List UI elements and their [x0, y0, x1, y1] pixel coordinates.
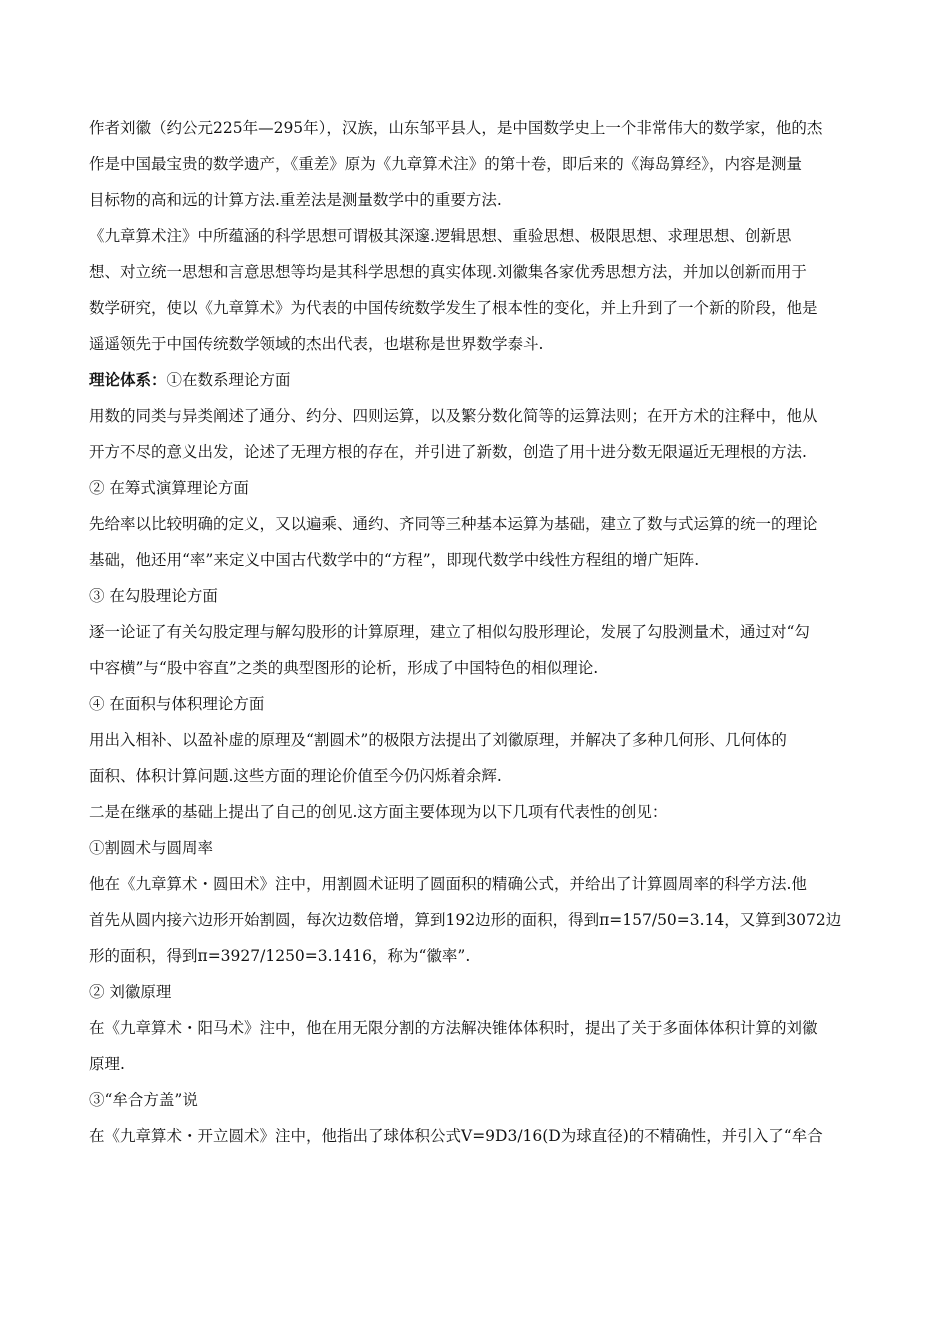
- paragraph-line: 首先从圆内接六边形开始割圆，每次边数倍增，算到192边形的面积，得到π=157/50=3.14，又算到3072边: [89, 911, 842, 929]
- paragraph-line: 在《九章算术・开立圆术》注中，他指出了球体积公式V=9D3/16(D为球直径)的不精确性，并引入了“牟合: [89, 1127, 823, 1145]
- paragraph-line: 作者刘徽（约公元225年—295年），汉族，山东邹平县人，是中国数学史上一个非常伟大的数学家，他的杰: [89, 119, 823, 137]
- subheading-line: ② 在筹式演算理论方面: [89, 479, 249, 497]
- paragraph-line: 在《九章算术・阳马术》注中，他在用无限分割的方法解决锥体体积时，提出了关于多面体体积计算的刘徽: [89, 1019, 818, 1037]
- paragraph-line: 中容横”与“股中容直”之类的典型图形的论析，形成了中国特色的相似理论.: [89, 659, 599, 677]
- subheading-line: ①割圆术与圆周率: [89, 839, 214, 857]
- document-body: [89, 110, 861, 1154]
- paragraph-line: 用出入相补、以盈补虚的原理及“割圆术”的极限方法提出了刘徽原理，并解决了多种几何形、几何体的: [89, 731, 787, 749]
- paragraph-line: 遥遥领先于中国传统数学领域的杰出代表，也堪称是世界数学泰斗.: [89, 335, 544, 353]
- heading-label: 理论体系：: [89, 370, 167, 389]
- paragraph-line: 想、对立统一思想和言意思想等均是其科学思想的真实体现.刘徽集各家优秀思想方法，并加以创新而用于: [89, 263, 807, 281]
- paragraph-line: 先给率以比较明确的定义，又以遍乘、通约、齐同等三种基本运算为基础，建立了数与式运算的统一的理论: [89, 515, 818, 533]
- paragraph-line: 二是在继承的基础上提出了自己的创见.这方面主要体现为以下几项有代表性的创见：: [89, 803, 668, 821]
- subheading-line: ④ 在面积与体积理论方面: [89, 695, 265, 713]
- paragraph-line: 用数的同类与异类阐述了通分、约分、四则运算，以及繁分数化简等的运算法则；在开方术的注释中，他从: [89, 407, 818, 425]
- paragraph-line: 作是中国最宝贵的数学遗产，《重差》原为《九章算术注》的第十卷，即后来的《海岛算经》，内容是测量: [89, 155, 803, 173]
- heading-text: ①在数系理论方面: [166, 371, 291, 389]
- paragraph-line: 原理.: [89, 1055, 125, 1073]
- paragraph-line: 逐一论证了有关勾股定理与解勾股形的计算原理，建立了相似勾股形理论，发展了勾股测量术，通过对“勾: [89, 623, 810, 641]
- paragraph-line: 形的面积，得到π=3927/1250=3.1416，称为“徽率”.: [89, 947, 471, 965]
- paragraph-line: 基础，他还用“率”来定义中国古代数学中的“方程”，即现代数学中线性方程组的增广矩阵.: [89, 551, 700, 569]
- paragraph-line: 面积、体积计算问题.这些方面的理论价值至今仍闪烁着余辉.: [89, 767, 502, 785]
- paragraph-line: 目标物的高和远的计算方法.重差法是测量数学中的重要方法.: [89, 191, 502, 209]
- subheading-line: ② 刘徽原理: [89, 983, 172, 1001]
- paragraph-line: 他在《九章算术・圆田术》注中，用割圆术证明了圆面积的精确公式，并给出了计算圆周率的科学方法.他: [89, 875, 807, 893]
- subheading-line: ③“牟合方盖”说: [89, 1091, 198, 1109]
- paragraph-line: 《九章算术注》中所蕴涵的科学思想可谓极其深邃.逻辑思想、重验思想、极限思想、求理思想、创新思: [89, 227, 792, 245]
- section-heading: [89, 362, 861, 398]
- subheading-line: ③ 在勾股理论方面: [89, 587, 218, 605]
- paragraph-line: 数学研究，使以《九章算术》为代表的中国传统数学发生了根本性的变化，并上升到了一个新的阶段，他是: [89, 299, 818, 317]
- paragraph-line: 开方不尽的意义出发，论述了无理方根的存在，并引进了新数，创造了用十进分数无限逼近无理根的方法.: [89, 443, 807, 461]
